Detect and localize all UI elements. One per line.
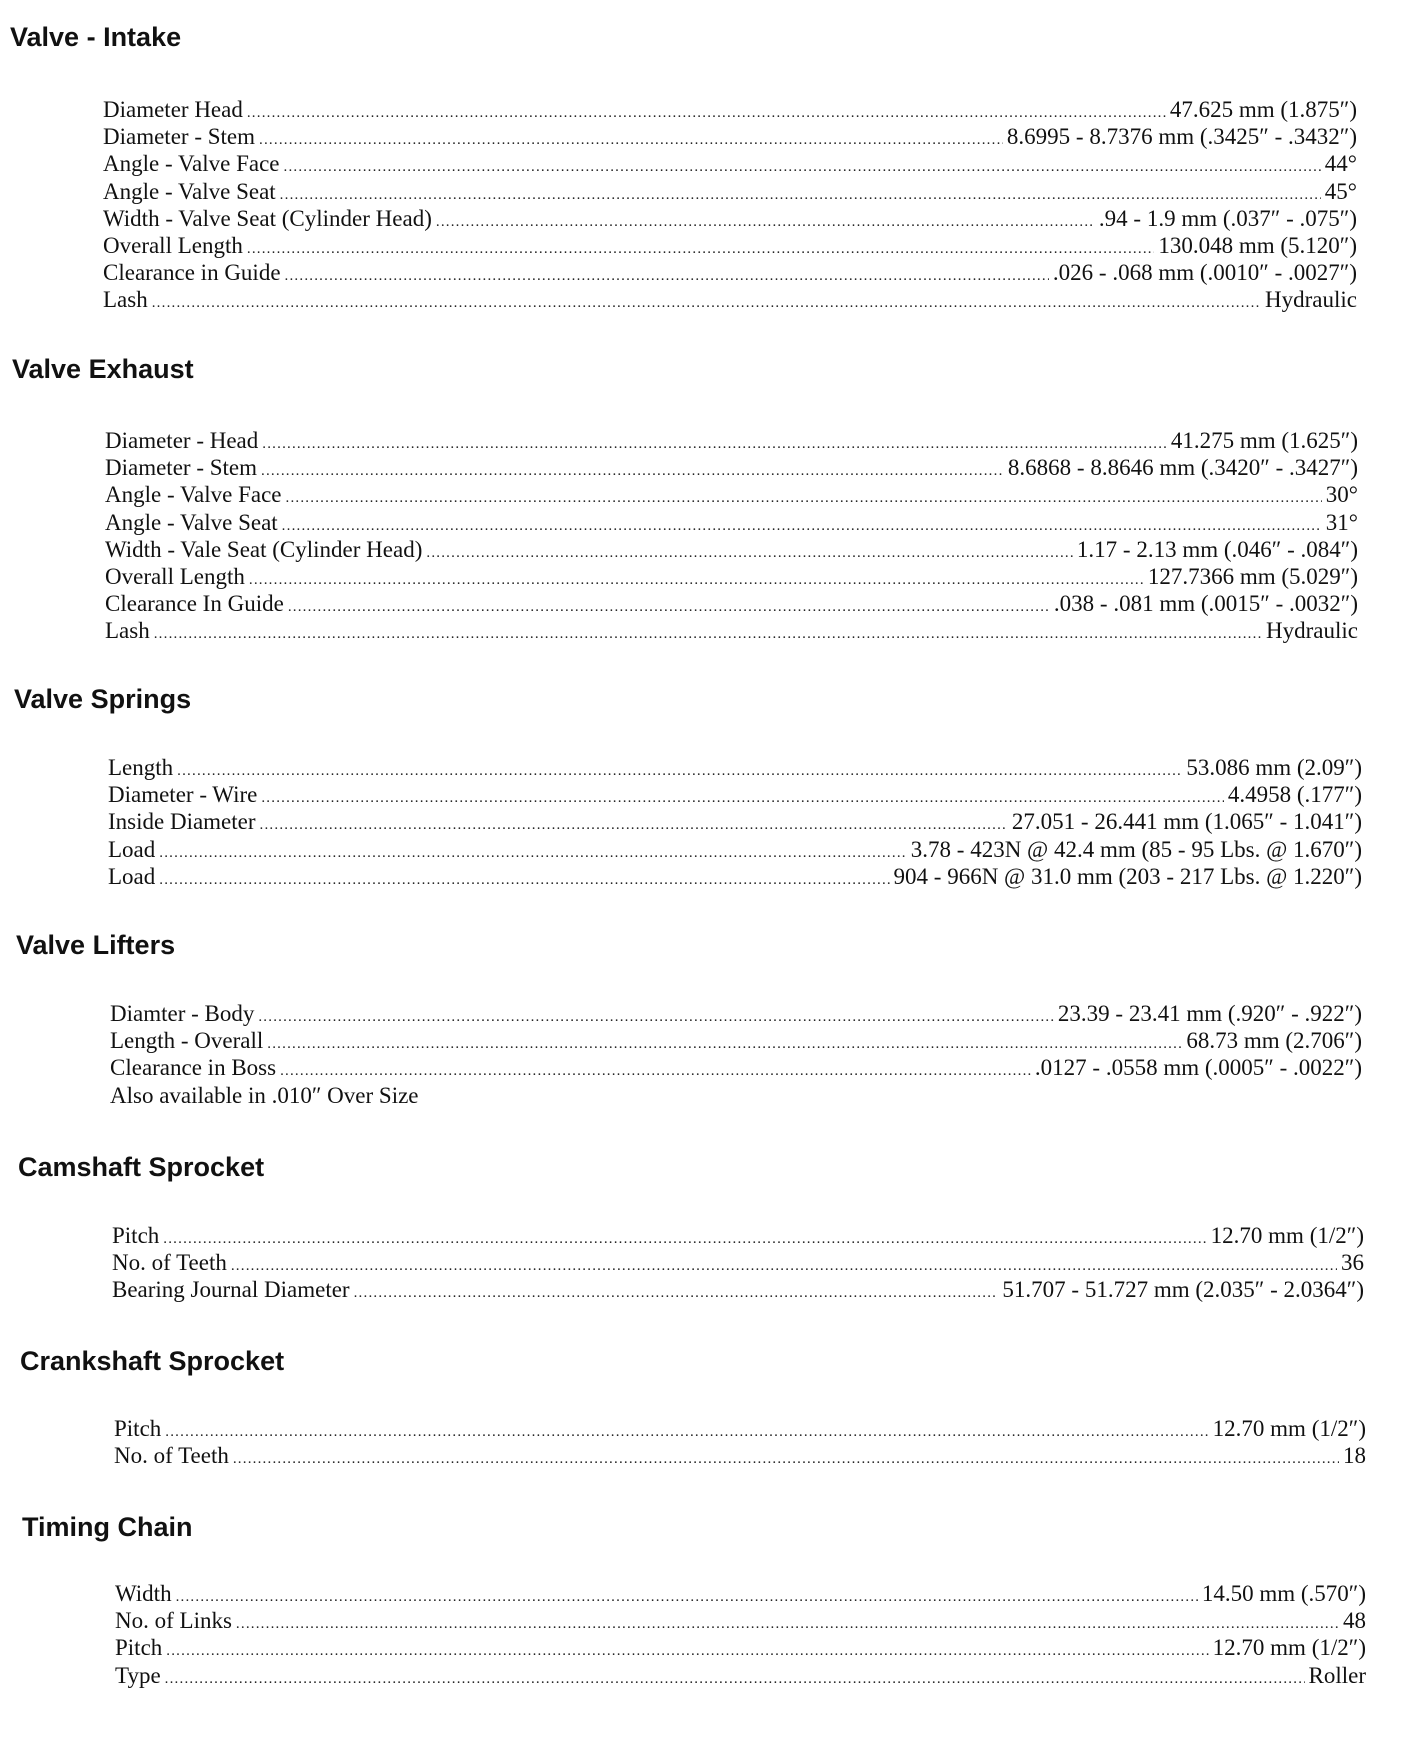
spec-value: .94 - 1.9 mm (.037″ - .075″)	[1098, 205, 1357, 231]
spec-row	[110, 1027, 1362, 1054]
spec-value: .038 - .081 mm (.0015″ - .0032″)	[1053, 591, 1358, 617]
spec-label: Type	[115, 1662, 161, 1688]
spec-value: 31°	[1325, 509, 1358, 535]
spec-row	[115, 1607, 1366, 1634]
dot-leader	[176, 1584, 1198, 1611]
spec-value: 48	[1343, 1608, 1366, 1634]
spec-list	[103, 96, 1357, 314]
spec-row	[103, 96, 1357, 123]
spec-label: Length - Overall	[110, 1028, 264, 1054]
spec-label: No. of Teeth	[112, 1250, 227, 1276]
spec-row	[115, 1634, 1366, 1661]
spec-list	[110, 1000, 1362, 1109]
spec-value: Hydraulic	[1265, 287, 1357, 313]
dot-leader	[236, 1611, 1339, 1638]
dot-leader	[284, 154, 1321, 181]
dot-leader	[159, 867, 889, 894]
spec-label: Lash	[103, 287, 148, 313]
dot-leader	[177, 758, 1182, 785]
spec-value: 127.7366 mm (5.029″)	[1147, 563, 1358, 589]
spec-label: Load	[108, 836, 156, 862]
spec-label: Inside Diameter	[108, 809, 256, 835]
spec-value: 45°	[1324, 178, 1357, 204]
spec-row	[110, 1054, 1362, 1081]
spec-row	[105, 617, 1358, 644]
spec-row	[110, 1000, 1362, 1027]
spec-row	[103, 178, 1357, 205]
spec-value: 8.6868 - 8.8646 mm (.3420″ - .3427″)	[1007, 455, 1358, 481]
dot-leader	[426, 540, 1073, 567]
dot-leader	[154, 621, 1262, 648]
spec-row	[108, 863, 1362, 890]
dot-leader	[166, 1638, 1208, 1665]
spec-row	[110, 1082, 1362, 1109]
spec-row	[103, 286, 1357, 313]
spec-list	[115, 1580, 1366, 1689]
spec-row	[105, 454, 1358, 481]
spec-row	[112, 1276, 1364, 1303]
spec-label: Clearance in Boss	[110, 1055, 277, 1081]
dot-leader	[285, 263, 1049, 290]
spec-label: Diameter - Head	[105, 428, 259, 453]
dot-leader	[165, 1419, 1208, 1446]
dot-leader	[260, 812, 1008, 839]
section-heading: Valve Exhaust	[12, 354, 194, 384]
spec-label: Angle - Valve Seat	[105, 509, 278, 535]
spec-row	[115, 1662, 1366, 1689]
dot-leader	[152, 290, 1261, 317]
spec-row	[115, 1580, 1366, 1607]
dot-leader	[286, 485, 1322, 512]
spec-value: Roller	[1308, 1662, 1366, 1688]
spec-label: Angle - Valve Face	[103, 151, 280, 177]
spec-label: No. of Teeth	[114, 1443, 229, 1469]
spec-label: Width - Valve Seat (Cylinder Head)	[103, 205, 432, 231]
spec-row	[108, 808, 1362, 835]
dot-leader	[249, 567, 1144, 594]
dot-leader	[261, 458, 1004, 485]
spec-row	[103, 232, 1357, 259]
spec-label: Overall Length	[105, 563, 245, 589]
spec-label: Diameter - Wire	[108, 782, 258, 808]
dot-leader	[233, 1446, 1339, 1473]
spec-row	[114, 1415, 1366, 1442]
spec-label: Lash	[105, 618, 150, 644]
spec-value: 30°	[1325, 482, 1358, 508]
spec-label: Width	[115, 1581, 172, 1606]
spec-value: .026 - .068 mm (.0010″ - .0027″)	[1052, 260, 1357, 286]
section-heading: Valve Springs	[14, 684, 192, 714]
spec-label: Pitch	[112, 1223, 160, 1248]
section-heading: Timing Chain	[22, 1512, 193, 1542]
spec-value: 12.70 mm (1/2″)	[1212, 1416, 1366, 1441]
spec-value: 23.39 - 23.41 mm (.920″ - .922″)	[1057, 1001, 1362, 1026]
spec-row	[103, 150, 1357, 177]
spec-value: 36	[1341, 1250, 1364, 1276]
spec-row	[105, 481, 1358, 508]
dot-leader	[259, 127, 1003, 154]
spec-value: 51.707 - 51.727 mm (2.035″ - 2.0364″)	[1002, 1277, 1364, 1303]
spec-value: 18	[1343, 1443, 1366, 1469]
spec-value: 53.086 mm (2.09″)	[1186, 755, 1362, 780]
spec-value: 4.4958 (.177″)	[1227, 782, 1362, 808]
spec-label: Load	[108, 863, 156, 889]
dot-leader	[354, 1280, 999, 1307]
spec-list	[112, 1222, 1364, 1304]
spec-value: 3.78 - 423N @ 42.4 mm (85 - 95 Lbs. @ 1.670″)	[910, 836, 1362, 862]
spec-value: 41.275 mm (1.625″)	[1170, 428, 1358, 453]
spec-label: Pitch	[115, 1635, 163, 1661]
spec-label: Diameter Head	[103, 97, 243, 122]
spec-row	[105, 427, 1358, 454]
spec-value: 1.17 - 2.13 mm (.046″ - .084″)	[1076, 536, 1358, 562]
spec-label: Clearance In Guide	[105, 591, 284, 617]
spec-label: Pitch	[114, 1416, 162, 1441]
spec-label: No. of Links	[115, 1608, 232, 1634]
spec-list	[105, 427, 1358, 645]
dot-leader	[436, 209, 1095, 236]
spec-row	[105, 563, 1358, 590]
spec-label: Length	[108, 755, 174, 780]
dot-leader	[159, 840, 907, 867]
section-heading: Valve - Intake	[10, 22, 182, 52]
spec-label: Diameter - Stem	[103, 124, 256, 150]
spec-value: .0127 - .0558 mm (.0005″ - .0022″)	[1034, 1055, 1362, 1081]
section-heading: Camshaft Sprocket	[18, 1152, 265, 1182]
spec-row	[108, 836, 1362, 863]
spec-row	[108, 754, 1362, 781]
spec-row	[105, 536, 1358, 563]
dot-leader	[165, 1666, 1305, 1693]
spec-row	[105, 509, 1358, 536]
spec-value: 14.50 mm (.570″)	[1201, 1581, 1366, 1606]
dot-leader	[163, 1226, 1206, 1253]
section-heading: Crankshaft Sprocket	[20, 1346, 285, 1376]
spec-value: 47.625 mm (1.875″)	[1169, 97, 1357, 122]
dot-leader	[247, 236, 1154, 263]
spec-value: 904 - 966N @ 31.0 mm (203 - 217 Lbs. @ 1.220″)	[893, 863, 1362, 889]
spec-value: 130.048 mm (5.120″)	[1158, 232, 1357, 258]
spec-row	[105, 590, 1358, 617]
spec-value: 44°	[1324, 151, 1357, 177]
spec-list	[108, 754, 1362, 890]
spec-label: Bearing Journal Diameter	[112, 1277, 350, 1303]
spec-value: Hydraulic	[1266, 618, 1358, 644]
spec-list	[114, 1415, 1366, 1469]
spec-label: Diameter - Stem	[105, 455, 258, 481]
dot-leader	[258, 1004, 1054, 1031]
spec-label: Width - Vale Seat (Cylinder Head)	[105, 536, 423, 562]
spec-label: Angle - Valve Seat	[103, 178, 276, 204]
spec-value: 8.6995 - 8.7376 mm (.3425″ - .3432″)	[1006, 124, 1357, 150]
spec-label: Also available in .010″ Over Size	[110, 1082, 419, 1108]
spec-row	[103, 259, 1357, 286]
spec-label: Diamter - Body	[110, 1001, 255, 1026]
spec-row	[112, 1222, 1364, 1249]
spec-row	[114, 1442, 1366, 1469]
spec-value: 12.70 mm (1/2″)	[1210, 1223, 1364, 1248]
spec-row	[103, 205, 1357, 232]
spec-value: 68.73 mm (2.706″)	[1186, 1028, 1362, 1054]
spec-row	[112, 1249, 1364, 1276]
spec-value: 27.051 - 26.441 mm (1.065″ - 1.041″)	[1011, 809, 1362, 835]
spec-row	[108, 781, 1362, 808]
spec-value: 12.70 mm (1/2″)	[1212, 1635, 1366, 1661]
spec-label: Clearance in Guide	[103, 260, 281, 286]
dot-leader	[288, 594, 1050, 621]
spec-label: Overall Length	[103, 232, 243, 258]
spec-label: Angle - Valve Face	[105, 482, 282, 508]
spec-row	[103, 123, 1357, 150]
section-heading: Valve Lifters	[16, 930, 176, 960]
